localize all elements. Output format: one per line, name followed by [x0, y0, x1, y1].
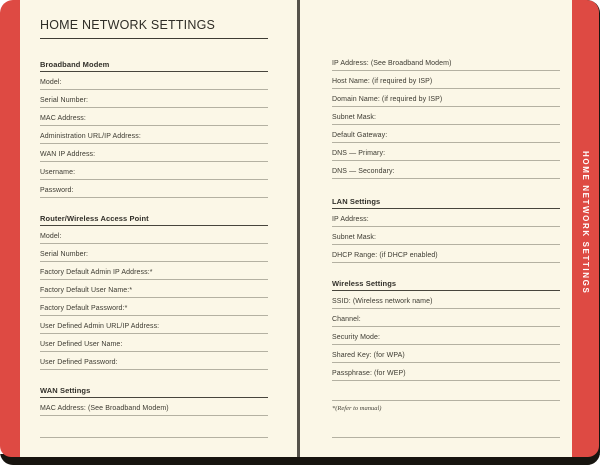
form-field-row	[332, 161, 560, 179]
form-field-row	[40, 162, 268, 180]
field-label: Model:	[40, 79, 62, 86]
blank-line	[40, 416, 268, 438]
section-header	[332, 179, 560, 209]
form-field-row	[40, 126, 268, 144]
field-label: Factory Default Admin IP Address:*	[40, 269, 153, 276]
form-field-row	[332, 53, 560, 71]
page-gutter	[297, 0, 300, 457]
field-label: DHCP Range: (if DHCP enabled)	[332, 252, 438, 259]
field-label: Host Name: (if required by ISP)	[332, 78, 433, 85]
section-header-label: Router/Wireless Access Point	[40, 213, 149, 223]
section-header	[332, 263, 560, 291]
footnote-text: *(Refer to manual)	[332, 404, 382, 412]
form-field-row	[40, 72, 268, 90]
left-page-rows	[40, 39, 268, 438]
field-label: WAN IP Address:	[40, 151, 96, 158]
form-field-row	[332, 209, 560, 227]
form-field-row	[40, 280, 268, 298]
form-field-row	[40, 334, 268, 352]
form-field-row	[332, 309, 560, 327]
field-label: Model:	[40, 233, 62, 240]
form-field-row	[332, 89, 560, 107]
form-field-row	[332, 345, 560, 363]
field-label: Factory Default Password:*	[40, 305, 128, 312]
field-label: Subnet Mask:	[332, 114, 376, 121]
form-field-row	[40, 262, 268, 280]
form-field-row	[40, 352, 268, 370]
form-field-row	[332, 227, 560, 245]
form-field-row	[332, 291, 560, 309]
blank-line	[332, 381, 560, 401]
form-field-row	[40, 90, 268, 108]
page-title: HOME NETWORK SETTINGS	[40, 0, 268, 39]
field-label: Security Mode:	[332, 334, 381, 341]
form-field-row	[332, 327, 560, 345]
field-label: Administration URL/IP Address:	[40, 133, 141, 140]
form-field-row	[40, 398, 268, 416]
right-page-rows	[332, 0, 560, 438]
form-field-row	[40, 244, 268, 262]
field-label: Subnet Mask:	[332, 234, 376, 241]
form-field-row	[40, 298, 268, 316]
section-header-label: Broadband Modem	[40, 59, 110, 69]
form-field-row	[40, 316, 268, 334]
field-label: DNS — Primary:	[332, 150, 386, 157]
field-label: SSID: (Wireless network name)	[332, 298, 433, 305]
section-header-label: LAN Settings	[332, 196, 381, 206]
section-header	[40, 198, 268, 226]
field-label: Default Gateway:	[332, 132, 388, 139]
section-tab	[572, 0, 599, 457]
field-label: Passphrase: (for WEP)	[332, 370, 406, 377]
form-field-row	[332, 71, 560, 89]
form-field-row	[40, 144, 268, 162]
field-label: Domain Name: (if required by ISP)	[332, 96, 443, 103]
field-label: IP Address: (See Broadband Modem)	[332, 60, 452, 67]
field-label: User Defined User Name:	[40, 341, 123, 348]
section-header	[40, 370, 268, 398]
field-label: IP Address:	[332, 216, 369, 223]
field-label: MAC Address: (See Broadband Modem)	[40, 405, 169, 412]
form-field-row	[332, 143, 560, 161]
section-header-label: WAN Settings	[40, 385, 91, 395]
field-label: MAC Address:	[40, 115, 86, 122]
field-label: Shared Key: (for WPA)	[332, 352, 405, 359]
form-field-row	[332, 363, 560, 381]
form-field-row	[332, 107, 560, 125]
form-field-row	[40, 180, 268, 198]
section-header	[40, 39, 268, 72]
field-label: DNS — Secondary:	[332, 168, 395, 175]
section-header-label: Wireless Settings	[332, 278, 397, 288]
spacer	[332, 0, 560, 53]
field-label: Factory Default User Name:*	[40, 287, 133, 294]
form-field-row	[40, 108, 268, 126]
section-tab-label: HOME NETWORK SETTINGS	[581, 150, 590, 295]
left-page	[40, 0, 268, 438]
field-label: Serial Number:	[40, 251, 89, 258]
field-label: Password:	[40, 187, 74, 194]
field-label: User Defined Password:	[40, 359, 118, 366]
form-field-row	[332, 245, 560, 263]
form-field-row	[40, 226, 268, 244]
field-label: User Defined Admin URL/IP Address:	[40, 323, 160, 330]
footnote	[332, 401, 560, 417]
field-label: Channel:	[332, 316, 361, 323]
form-field-row	[332, 125, 560, 143]
blank-line	[332, 417, 560, 438]
field-label: Serial Number:	[40, 97, 89, 104]
right-page	[332, 0, 560, 438]
field-label: Username:	[40, 169, 76, 176]
